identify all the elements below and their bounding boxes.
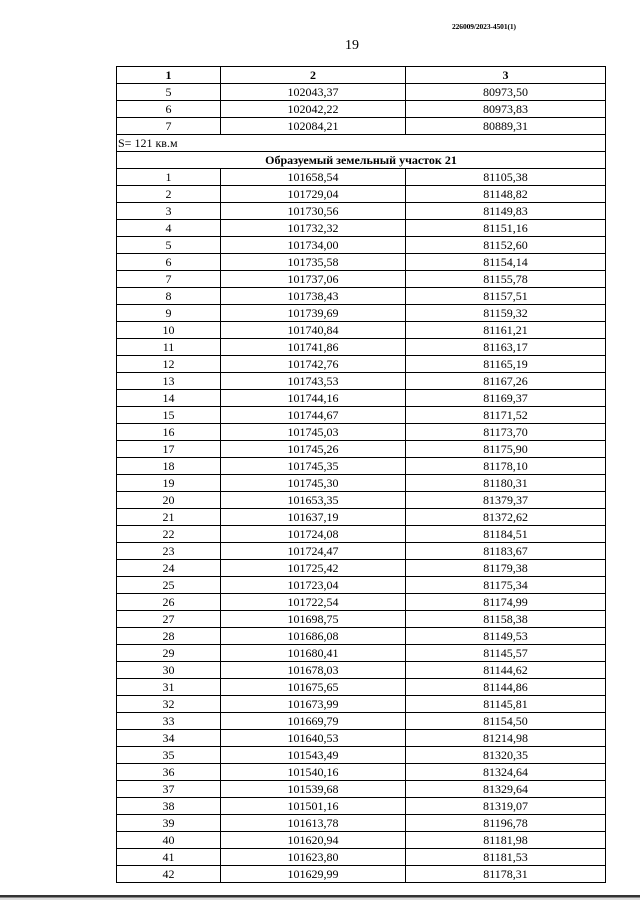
coordinate-x: 101623,80 [221,849,406,866]
point-number: 6 [117,101,221,118]
coordinate-y: 81149,83 [406,203,606,220]
table-row [117,492,606,509]
table-row [117,611,606,628]
coordinate-x: 101698,75 [221,611,406,628]
coordinate-x: 101722,54 [221,594,406,611]
coordinate-x: 101629,99 [221,866,406,883]
point-number: 10 [117,322,221,339]
coordinate-y: 81161,21 [406,322,606,339]
point-number: 29 [117,645,221,662]
coordinate-x: 101725,42 [221,560,406,577]
point-number: 3 [117,203,221,220]
point-number: 22 [117,526,221,543]
point-number: 16 [117,424,221,441]
coordinate-x: 101741,86 [221,339,406,356]
coordinate-y: 81149,53 [406,628,606,645]
coordinate-x: 101501,16 [221,798,406,815]
point-number: 34 [117,730,221,747]
coordinates-table-body [117,67,606,883]
table-row [117,220,606,237]
point-number: 8 [117,288,221,305]
point-number: 33 [117,713,221,730]
coordinate-x: 101734,00 [221,237,406,254]
coordinate-x: 101640,53 [221,730,406,747]
coordinate-y: 81163,17 [406,339,606,356]
point-number: 24 [117,560,221,577]
coordinate-y: 80973,83 [406,101,606,118]
point-number: 36 [117,764,221,781]
coordinates-table [116,66,606,883]
point-number: 41 [117,849,221,866]
table-row [117,679,606,696]
coordinate-x: 101637,19 [221,509,406,526]
point-number: 30 [117,662,221,679]
table-row [117,781,606,798]
point-number: 9 [117,305,221,322]
coordinate-x: 101744,16 [221,390,406,407]
section-row [117,152,606,169]
point-number: 7 [117,271,221,288]
coordinate-x: 101738,43 [221,288,406,305]
point-number: 40 [117,832,221,849]
coordinate-x: 101620,94 [221,832,406,849]
point-number: 19 [117,475,221,492]
table-row [117,509,606,526]
point-number: 25 [117,577,221,594]
coordinate-x: 101686,08 [221,628,406,645]
column-header-2: 2 [221,67,406,84]
coordinate-y: 81319,07 [406,798,606,815]
point-number: 21 [117,509,221,526]
point-number: 14 [117,390,221,407]
page-number: 19 [345,38,359,53]
point-number: 32 [117,696,221,713]
coordinate-y: 81157,51 [406,288,606,305]
table-row [117,101,606,118]
coordinate-y: 81154,50 [406,713,606,730]
table-row [117,203,606,220]
coordinate-x: 101675,65 [221,679,406,696]
point-number: 42 [117,866,221,883]
point-number: 5 [117,84,221,101]
coordinate-x: 101669,79 [221,713,406,730]
table-row [117,526,606,543]
coordinate-y: 81175,34 [406,577,606,594]
coordinate-x: 101744,67 [221,407,406,424]
table-row [117,305,606,322]
coordinate-x: 101737,06 [221,271,406,288]
coordinate-x: 101543,49 [221,747,406,764]
coordinate-x: 101745,35 [221,458,406,475]
coordinate-x: 101673,99 [221,696,406,713]
point-number: 37 [117,781,221,798]
coordinate-x: 101729,04 [221,186,406,203]
coordinate-y: 81158,38 [406,611,606,628]
table-row [117,560,606,577]
coordinate-x: 101739,69 [221,305,406,322]
coordinate-y: 81183,67 [406,543,606,560]
coordinate-y: 81159,32 [406,305,606,322]
table-row [117,169,606,186]
coordinate-y: 81148,82 [406,186,606,203]
point-number: 28 [117,628,221,645]
coordinate-x: 101658,54 [221,169,406,186]
point-number: 18 [117,458,221,475]
area-label: S= 121 кв.м [117,135,221,152]
table-row [117,577,606,594]
table-row [117,356,606,373]
coordinate-y: 81174,99 [406,594,606,611]
coordinate-x: 101745,26 [221,441,406,458]
table-row [117,645,606,662]
coordinate-y: 81178,31 [406,866,606,883]
table-row [117,798,606,815]
table-row [117,424,606,441]
coordinate-x: 101730,56 [221,203,406,220]
table-row [117,441,606,458]
table-row [117,849,606,866]
coordinate-y: 81165,19 [406,356,606,373]
table-row [117,628,606,645]
coordinate-y: 81320,35 [406,747,606,764]
table-row [117,373,606,390]
coordinate-y: 81329,64 [406,781,606,798]
table-row [117,747,606,764]
coordinate-y: 81180,31 [406,475,606,492]
table-row [117,237,606,254]
coordinate-x: 101735,58 [221,254,406,271]
coordinate-x: 101723,04 [221,577,406,594]
scan-footer-line [0,895,640,900]
document-number: 226009/2023-4501(1) [452,22,516,31]
point-number: 7 [117,118,221,135]
point-number: 15 [117,407,221,424]
table-row [117,475,606,492]
coordinate-x: 101724,08 [221,526,406,543]
coordinate-x: 101613,78 [221,815,406,832]
column-header-3: 3 [406,67,606,84]
coordinate-y: 81167,26 [406,373,606,390]
point-number: 11 [117,339,221,356]
coordinate-x: 102084,21 [221,118,406,135]
coordinate-y: 81175,90 [406,441,606,458]
table-row [117,407,606,424]
coordinate-x: 101745,03 [221,424,406,441]
table-row [117,390,606,407]
coordinate-x: 102043,37 [221,84,406,101]
coordinate-x: 102042,22 [221,101,406,118]
point-number: 2 [117,186,221,203]
coordinate-y: 81105,38 [406,169,606,186]
area-empty-cell [221,135,606,152]
point-number: 27 [117,611,221,628]
coordinate-x: 101653,35 [221,492,406,509]
coordinate-y: 80973,50 [406,84,606,101]
section-title: Образуемый земельный участок 21 [117,152,606,169]
table-row [117,186,606,203]
point-number: 13 [117,373,221,390]
point-number: 17 [117,441,221,458]
coordinate-y: 81173,70 [406,424,606,441]
point-number: 4 [117,220,221,237]
coordinate-y: 81181,53 [406,849,606,866]
table-row [117,832,606,849]
coordinate-x: 101743,53 [221,373,406,390]
table-row [117,594,606,611]
coordinate-y: 81178,10 [406,458,606,475]
point-number: 1 [117,169,221,186]
coordinate-x: 101732,32 [221,220,406,237]
coordinate-y: 81324,64 [406,764,606,781]
coordinate-x: 101680,41 [221,645,406,662]
table-row [117,288,606,305]
coordinate-x: 101740,84 [221,322,406,339]
coordinate-y: 81154,14 [406,254,606,271]
coordinate-y: 80889,31 [406,118,606,135]
point-number: 12 [117,356,221,373]
coordinate-y: 81144,62 [406,662,606,679]
coordinate-x: 101678,03 [221,662,406,679]
table-row [117,271,606,288]
coordinate-y: 81152,60 [406,237,606,254]
table-row [117,118,606,135]
table-row [117,84,606,101]
coordinate-x: 101724,47 [221,543,406,560]
coordinate-y: 81145,57 [406,645,606,662]
table-row [117,764,606,781]
point-number: 20 [117,492,221,509]
coordinate-y: 81179,38 [406,560,606,577]
table-row [117,696,606,713]
coordinate-y: 81372,62 [406,509,606,526]
point-number: 6 [117,254,221,271]
table-row [117,458,606,475]
table-row [117,254,606,271]
table-row [117,815,606,832]
coordinate-x: 101540,16 [221,764,406,781]
table-row [117,713,606,730]
coordinate-y: 81171,52 [406,407,606,424]
coordinate-x: 101742,76 [221,356,406,373]
table-row [117,730,606,747]
coordinate-y: 81145,81 [406,696,606,713]
point-number: 35 [117,747,221,764]
column-header-1: 1 [117,67,221,84]
coordinate-y: 81214,98 [406,730,606,747]
coordinate-y: 81181,98 [406,832,606,849]
coordinate-y: 81184,51 [406,526,606,543]
header-row [117,67,606,84]
table-row [117,322,606,339]
point-number: 5 [117,237,221,254]
coordinate-y: 81196,78 [406,815,606,832]
point-number: 31 [117,679,221,696]
coordinate-x: 101745,30 [221,475,406,492]
coordinate-x: 101539,68 [221,781,406,798]
coordinate-y: 81151,16 [406,220,606,237]
table-row [117,866,606,883]
point-number: 23 [117,543,221,560]
table-row [117,339,606,356]
area-row [117,135,606,152]
coordinate-y: 81144,86 [406,679,606,696]
coordinate-y: 81169,37 [406,390,606,407]
point-number: 26 [117,594,221,611]
point-number: 39 [117,815,221,832]
coordinate-y: 81379,37 [406,492,606,509]
point-number: 38 [117,798,221,815]
table-row [117,543,606,560]
table-row [117,662,606,679]
coordinate-y: 81155,78 [406,271,606,288]
